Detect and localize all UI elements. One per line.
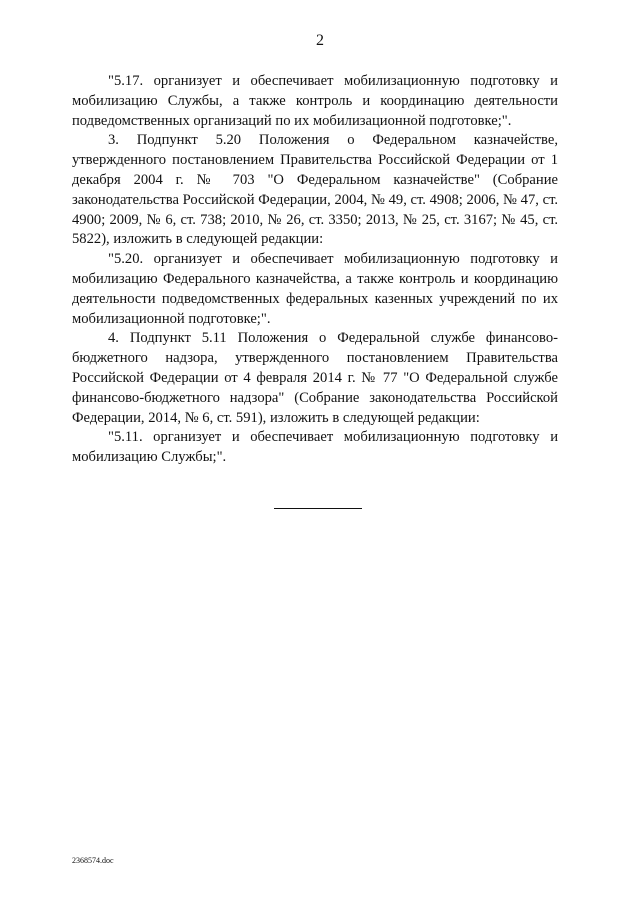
end-separator-line: [274, 508, 362, 509]
document-body: [72, 72, 558, 468]
footer-document-code: 2368574.doc: [72, 856, 114, 865]
paragraph-item-5-11: "5.11. организует и обеспечивает мобилизационную подготовку и мобилизацию Службы;".: [72, 429, 558, 466]
paragraph-item-4: 4. Подпункт 5.11 Положения о Федеральной службе финансово-бюджетного надзора, утвержденного постановлением Правительства Российской Федерации от 4 февраля 2014 г. № 77 "О Федеральной службе финансово-бюджетного надзора" (Собрание законодательства Российской Федерации, 2014, № 6, ст. 591), изложить в следующей редакции:: [72, 330, 558, 426]
page-number: 2: [316, 32, 324, 49]
paragraph-item-5-20: "5.20. организует и обеспечивает мобилизационную подготовку и мобилизацию Федерального казначейства, а также контроль и координацию деятельности подведомственных федеральных казенных учреждений по их мобилизационной подготовке;".: [72, 251, 558, 327]
paragraph-item-3: 3. Подпункт 5.20 Положения о Федеральном казначействе, утвержденного постановлением Правительства Российской Федерации от 1 декабря 2004 г. № 703 "О Федеральном казначействе" (Собрание законодательства Российской Федерации, 2004, № 49, ст. 4908; 2006, № 47, ст. 4900; 2009, № 6, ст. 738; 2010, № 26, ст. 3350; 2013, № 25, ст. 3167; № 45, ст. 5822), изложить в следующей редакции:: [72, 132, 558, 248]
paragraph-item-5-17: "5.17. организует и обеспечивает мобилизационную подготовку и мобилизацию Службы, а также контроль и координацию деятельности подведомственных организаций по их мобилизационной подготовке;".: [72, 73, 558, 129]
